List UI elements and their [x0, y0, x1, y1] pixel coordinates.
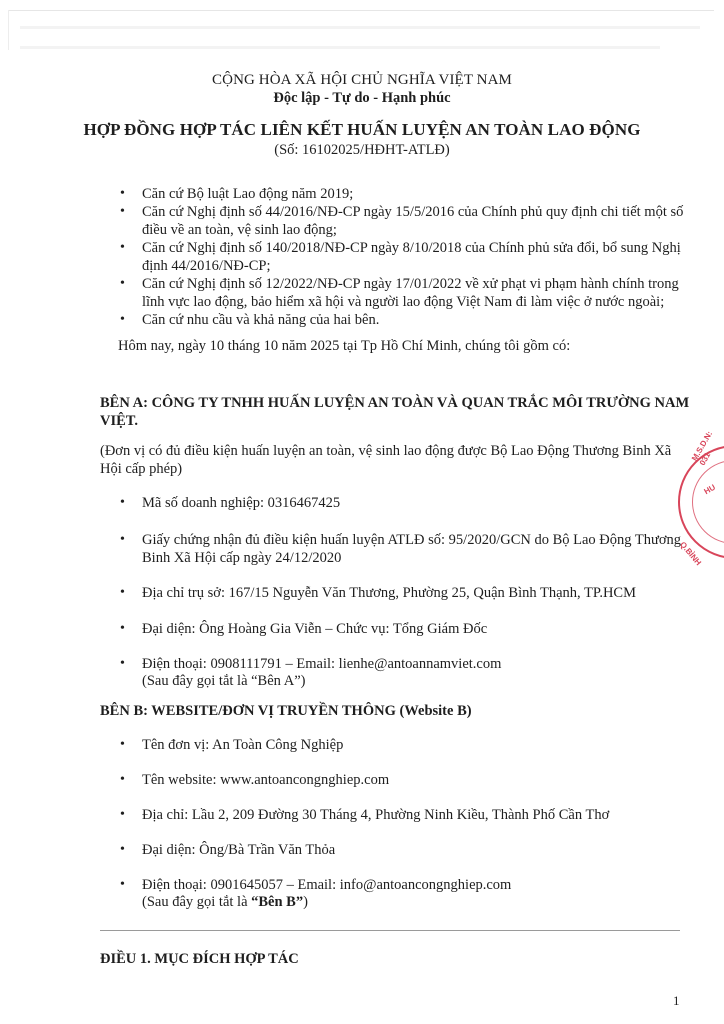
- party-a-alias: (Sau đây gọi tắt là “Bên A”): [142, 673, 306, 689]
- bullet-icon: •: [120, 312, 125, 327]
- party-b-alias-label: “Bên B”: [251, 894, 304, 910]
- stamp-text-mid: HU: [702, 482, 718, 497]
- stamp-text-bottom: Q.BÌNH: [678, 540, 703, 568]
- article-1-heading: ĐIỀU 1. MỤC ĐÍCH HỢP TÁC: [100, 951, 299, 967]
- bullet-icon: •: [120, 656, 125, 671]
- bullet-icon: •: [120, 807, 125, 822]
- legal-basis-item: Căn cứ Nghị định số 12/2022/NĐ-CP ngày 17/01/2022 về xử phạt vi phạm hành chính trong: [142, 276, 679, 292]
- bullet-icon: •: [120, 877, 125, 892]
- party-b-alias: (Sau đây gọi tắt là “Bên B”): [142, 894, 308, 910]
- legal-basis-item: Căn cứ Bộ luật Lao động năm 2019;: [142, 186, 354, 202]
- bullet-icon: •: [120, 204, 125, 219]
- party-a-heading: BÊN A: CÔNG TY TNHH HUẤN LUYỆN AN TOÀN VÀ QUAN TRẮC MÔI TRƯỜNG NAM: [100, 395, 690, 411]
- legal-basis-item: Căn cứ Nghị định số 140/2018/NĐ-CP ngày 8/10/2018 của Chính phủ sửa đổi, bổ sung Nghị: [142, 240, 681, 256]
- party-b-website: Tên website: www.antoancongnghiep.com: [142, 772, 390, 788]
- intro-paragraph: Hôm nay, ngày 10 tháng 10 năm 2025 tại Tp Hồ Chí Minh, chúng tôi gồm có:: [118, 338, 571, 354]
- bullet-icon: •: [120, 772, 125, 787]
- party-a-note: Hội cấp phép): [100, 461, 183, 477]
- party-b-representative: Đại diện: Ông/Bà Trần Văn Thỏa: [142, 842, 336, 858]
- party-b-heading: BÊN B: WEBSITE/ĐƠN VỊ TRUYỀN THÔNG (Website B): [100, 703, 472, 719]
- party-a-note: (Đơn vị có đủ điều kiện huấn luyện an toàn, vệ sinh lao động được Bộ Lao Động Thương Binh Xã: [100, 443, 672, 459]
- party-a-certificate: Binh Xã Hội cấp ngày 24/12/2020: [142, 550, 342, 566]
- legal-basis-item: định 44/2016/NĐ-CP;: [142, 258, 271, 274]
- party-b-address: Địa chỉ: Lầu 2, 209 Đường 30 Tháng 4, Phường Ninh Kiều, Thành Phố Cần Thơ: [142, 807, 610, 823]
- show-through-ghost: [20, 26, 700, 29]
- bullet-icon: •: [120, 585, 125, 600]
- stamp-text-top: M.S.D.N: 031: [690, 429, 715, 467]
- party-b-unit-name: Tên đơn vị: An Toàn Công Nghiệp: [142, 737, 344, 753]
- legal-basis-item: Căn cứ nhu cầu và khả năng của hai bên.: [142, 312, 380, 328]
- legal-basis-item: điều về an toàn, vệ sinh lao động;: [142, 222, 337, 238]
- show-through-ghost: [20, 46, 660, 49]
- party-a-heading: VIỆT.: [100, 413, 139, 429]
- party-a-address: Địa chỉ trụ sở: 167/15 Nguyễn Văn Thương, Phường 25, Quận Bình Thạnh, TP.HCM: [142, 585, 636, 601]
- section-divider: [100, 930, 680, 931]
- bullet-icon: •: [120, 186, 125, 201]
- party-a-representative: Đại diện: Ông Hoàng Gia Viễn – Chức vụ: Tổng Giám Đốc: [142, 621, 488, 637]
- party-b-contact: Điện thoại: 0901645057 – Email: info@antoancongnghiep.com: [142, 877, 512, 893]
- bullet-icon: •: [120, 532, 125, 547]
- bullet-icon: •: [120, 495, 125, 510]
- legal-basis-item: Căn cứ Nghị định số 44/2016/NĐ-CP ngày 15/5/2016 của Chính phủ quy định chi tiết một số: [142, 204, 684, 220]
- party-a-tax-code: Mã số doanh nghiệp: 0316467425: [142, 495, 341, 511]
- bullet-icon: •: [120, 842, 125, 857]
- legal-basis-item: lĩnh vực lao động, bảo hiểm xã hội và người lao động Việt Nam đi làm việc ở nước ngoài;: [142, 294, 665, 310]
- contract-number: (Số: 16102025/HĐHT-ATLĐ): [274, 142, 450, 158]
- bullet-icon: •: [120, 737, 125, 752]
- bullet-icon: •: [120, 276, 125, 291]
- nation-header: CỘNG HÒA XÃ HỘI CHỦ NGHĨA VIỆT NAM: [212, 72, 512, 88]
- scan-edge: [8, 10, 9, 50]
- page-number: 1: [673, 993, 680, 1008]
- contract-title: HỢP ĐỒNG HỢP TÁC LIÊN KẾT HUẤN LUYỆN AN TOÀN LAO ĐỘNG: [83, 120, 641, 139]
- national-motto: Độc lập - Tự do - Hạnh phúc: [273, 90, 451, 106]
- party-a-contact: Điện thoại: 0908111791 – Email: lienhe@antoannamviet.com: [142, 656, 502, 672]
- bullet-icon: •: [120, 621, 125, 636]
- scan-edge: [8, 10, 714, 11]
- bullet-icon: •: [120, 240, 125, 255]
- party-a-certificate: Giấy chứng nhận đủ điều kiện huấn luyện ATLĐ số: 95/2020/GCN do Bộ Lao Động Thương: [142, 532, 682, 548]
